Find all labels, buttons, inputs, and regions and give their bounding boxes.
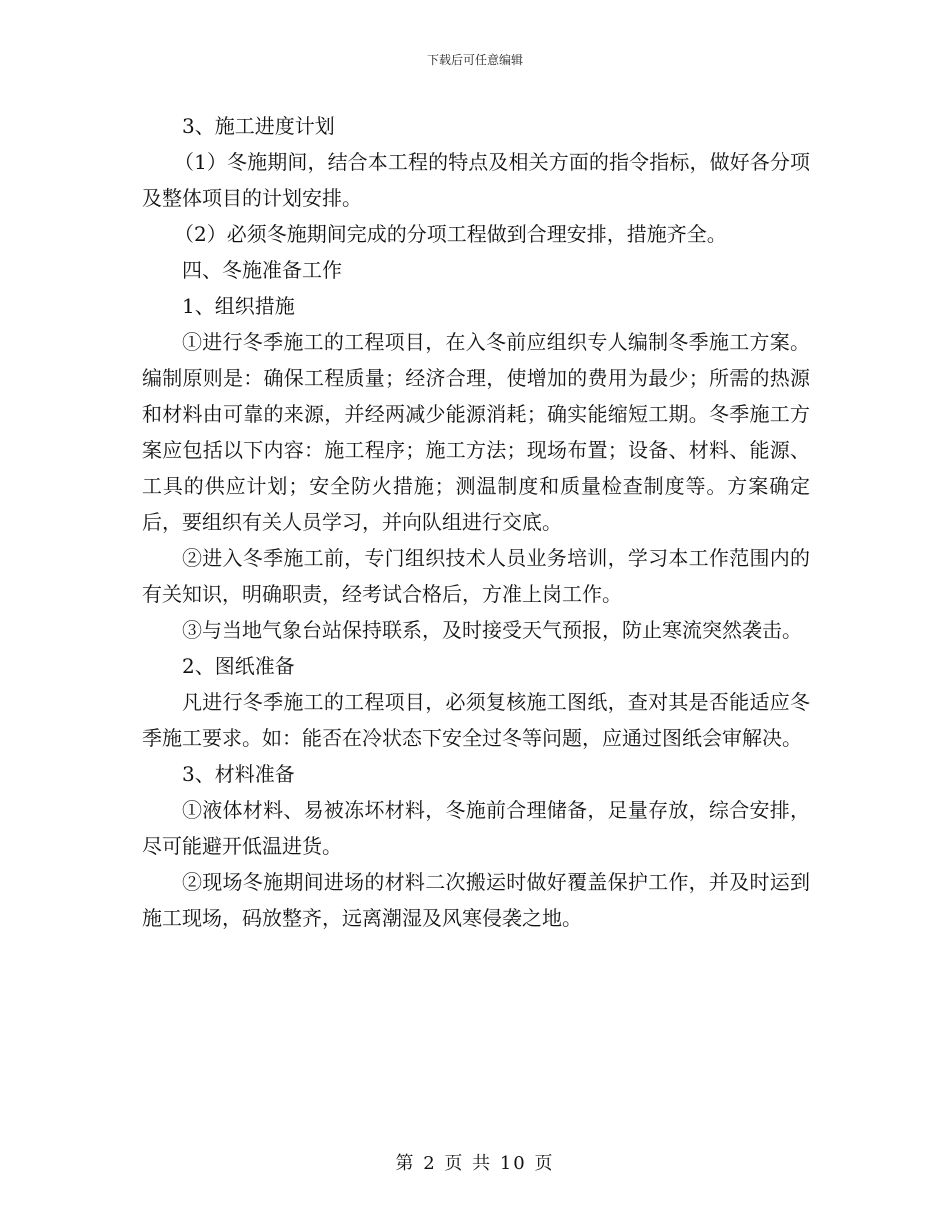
- subsection-heading-materials: 3、材料准备: [182, 762, 295, 786]
- paragraph-schedule-1: （1）冬施期间，结合本工程的特点及相关方面的指令指标，做好各分项及整体项目的计划安排。: [142, 150, 810, 210]
- paragraph-drawings: 凡进行冬季施工的工程项目，必须复核施工图纸，查对其是否能适应冬季施工要求。如：能否在冷状态下安全过冬等问题，应通过图纸会审解决。: [142, 690, 810, 750]
- section-heading-schedule: 3、施工进度计划: [182, 114, 335, 138]
- paragraph-materials-1: ①液体材料、易被冻坏材料，冬施前合理储备，足量存放，综合安排，尽可能避开低温进货。: [142, 798, 810, 858]
- subsection-heading-organization: 1、组织措施: [182, 294, 295, 318]
- page-header: 下载后可任意编辑: [426, 53, 523, 67]
- paragraph-organization-1: ①进行冬季施工的工程项目，在入冬前应组织专人编制冬季施工方案。编制原则是：确保工程质量；经济合理，使增加的费用为最少；所需的热源和材料由可靠的来源，并经两减少能源消耗；确实能缩短工期。冬季施工方案应包括以下内容：施工程序；施工方法；现场布置；设备、材料、能源、工具的供应计划；安全防火措施；测温制度和质量检查制度等。方案确定后，要组织有关人员学习，并向队组进行交底。: [142, 330, 810, 534]
- section-heading-preparation: 四、冬施准备工作: [182, 258, 342, 282]
- page-footer: 第 2 页 共 10 页: [395, 1153, 555, 1174]
- paragraph-materials-2: ②现场冬施期间进场的材料二次搬运时做好覆盖保护工作，并及时运到施工现场，码放整齐，远离潮湿及风寒侵袭之地。: [142, 870, 810, 930]
- paragraph-organization-3: ③与当地气象台站保持联系，及时接受天气预报，防止寒流突然袭击。: [182, 618, 802, 642]
- paragraph-organization-2: ②进入冬季施工前，专门组织技术人员业务培训，学习本工作范围内的有关知识，明确职责，经考试合格后，方准上岗工作。: [142, 546, 810, 606]
- document-body: [142, 108, 810, 936]
- subsection-heading-drawings: 2、图纸准备: [182, 654, 295, 678]
- paragraph-schedule-2: （2）必须冬施期间完成的分项工程做到合理安排，措施齐全。: [174, 222, 727, 246]
